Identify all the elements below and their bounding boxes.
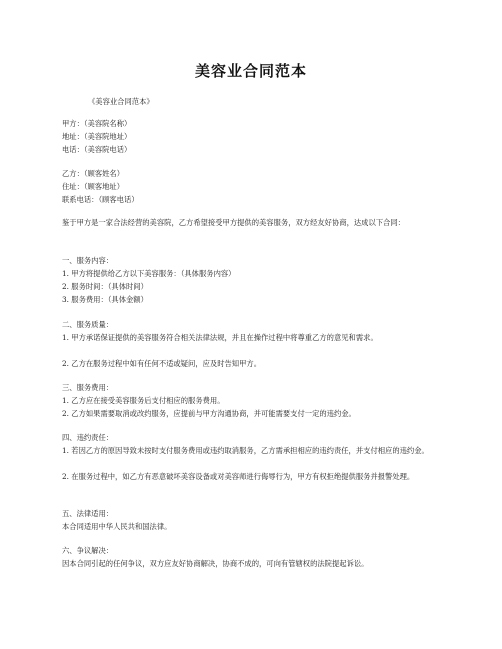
clause-item: 本合同适用中华人民共和国法律。: [62, 522, 172, 531]
document-title: 美容业合同范本: [194, 62, 307, 80]
party-a-phone: 电话：（美容院电话）: [62, 145, 132, 154]
clause-item: 2. 服务时间：（具体时间）: [62, 282, 148, 291]
party-a-name: 甲方：（美容院名称）: [62, 119, 132, 128]
clause-item: 1. 甲方将提供给乙方以下美容服务：（具体服务内容）: [62, 269, 236, 278]
section-heading: 五、法律适用：: [62, 509, 114, 518]
section-heading: 三、服务费用：: [62, 383, 114, 392]
clause-item: 3. 服务费用：（具体金额）: [62, 295, 148, 304]
party-b-address: 住址：（顾客地址）: [62, 182, 125, 191]
section-heading: 六、争议解决：: [62, 546, 114, 555]
preamble-paragraph: 鉴于甲方是一家合法经营的美容院，乙方希望接受甲方提供的美容服务，双方经友好协商，达成以下合同：: [62, 218, 405, 227]
section-heading: 二、服务质量：: [62, 320, 114, 329]
party-b-name: 乙方：（顾客姓名）: [62, 169, 125, 178]
party-b-phone: 联系电话：（顾客电话）: [62, 195, 139, 204]
clause-item: 1. 若因乙方的原因导致未按时支付服务费用或违约取消服务，乙方需承担相应的违约责任，并支付相应的违约金。: [62, 446, 429, 455]
clause-item: 2. 在服务过程中，如乙方有恶意破坏美容设备或对美容师进行侮辱行为，甲方有权拒绝提供服务并报警处理。: [62, 472, 415, 481]
section-heading: 四、违约责任：: [62, 433, 114, 442]
clause-item: 1. 乙方应在接受美容服务后支付相应的服务费用。: [62, 396, 225, 405]
clause-item: 1. 甲方承诺保证提供的美容服务符合相关法律法规，并且在操作过程中将尊重乙方的意见和需求。: [62, 333, 378, 342]
clause-item: 2. 乙方在服务过程中如有任何不适或疑问，应及时告知甲方。: [62, 359, 261, 368]
section-heading: 一、服务内容：: [62, 256, 114, 265]
clause-item: 因本合同引起的任何争议，双方应友好协商解决，协商不成的，可向有管辖权的法院提起诉讼。: [62, 559, 369, 568]
clause-item: 2. 乙方如果需要取消或改约服务，应提前与甲方沟通协商，并可能需要支付一定的违约金。: [62, 409, 356, 418]
party-a-address: 地址：（美容院地址）: [62, 132, 132, 141]
document-subtitle: 《美容业合同范本》: [88, 97, 154, 106]
